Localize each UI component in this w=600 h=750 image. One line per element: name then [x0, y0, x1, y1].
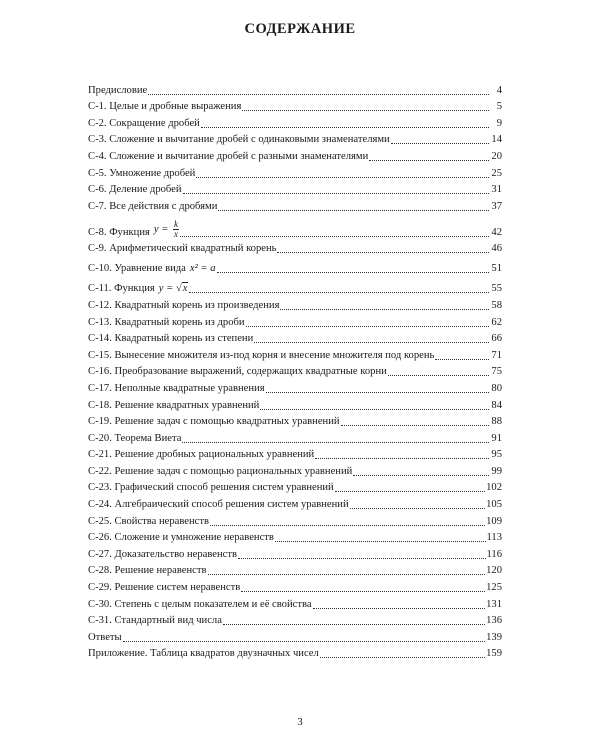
toc-entry	[88, 644, 502, 661]
dot-leader	[275, 540, 486, 542]
toc-entry-label: С-2. Сокращение дробей	[88, 117, 200, 129]
toc-entry-formula	[154, 220, 179, 239]
toc-entry-page: 4	[496, 84, 502, 96]
toc-entry-label: С-29. Решение систем неравенств	[88, 582, 241, 594]
toc-entry-label: С-15. Вынесение множителя из-под корня и внесение множителя под корень	[88, 349, 435, 361]
toc-entry-page: 14	[491, 134, 502, 146]
dot-leader	[266, 391, 489, 393]
toc-entry-page: 95	[491, 449, 502, 461]
toc-entry-page: 42	[491, 226, 502, 238]
formula-radicand: x	[182, 283, 188, 295]
dot-leader	[260, 408, 489, 410]
toc-entry	[88, 362, 502, 379]
toc-entry-page: 125	[486, 582, 502, 594]
dot-leader	[223, 623, 485, 625]
dot-leader	[201, 126, 489, 128]
dot-leader	[123, 640, 485, 642]
toc-entry-label: С-9. Арифметический квадратный корень	[88, 243, 277, 255]
toc-entry	[88, 180, 502, 197]
dot-leader	[353, 474, 489, 476]
dot-leader	[246, 325, 489, 327]
toc-entry-page: 62	[491, 316, 502, 328]
toc-entry	[88, 528, 502, 545]
toc-entry	[88, 461, 502, 478]
toc-entry-label: С-26. Сложение и умножение неравенств	[88, 532, 274, 544]
toc-entry-label: С-7. Все действия с дробями	[88, 200, 218, 212]
toc-entry-label: С-8. Функция	[88, 226, 150, 238]
dot-leader	[189, 291, 489, 293]
toc-entry-page: 109	[486, 515, 502, 527]
toc-entry-page: 75	[491, 366, 502, 378]
toc-entry-page: 131	[486, 598, 502, 610]
page-title: СОДЕРЖАНИЕ	[244, 21, 356, 37]
toc-entry	[88, 130, 502, 147]
dot-leader	[280, 308, 489, 310]
toc-entry-label: С-21. Решение дробных рациональных уравнений	[88, 449, 315, 461]
toc-entry-label: С-10. Уравнение вида	[88, 263, 186, 275]
dot-leader	[350, 507, 485, 509]
dot-leader	[183, 192, 489, 194]
toc-entry	[88, 146, 502, 163]
toc-entry	[88, 577, 502, 594]
toc-entry-page: 31	[491, 184, 502, 196]
dot-leader	[218, 209, 489, 211]
toc-entry-page: 84	[491, 399, 502, 411]
toc-entry-page: 71	[491, 349, 502, 361]
toc-entry-label: С-24. Алгебраический способ решения систем уравнений	[88, 499, 349, 511]
dot-leader	[388, 374, 489, 376]
dot-leader	[277, 251, 489, 253]
formula-fraction	[173, 220, 179, 239]
toc-entry-page: 105	[486, 499, 502, 511]
toc-entry	[88, 544, 502, 561]
toc-entry-page: 102	[486, 482, 502, 494]
toc-entry-label: С-18. Решение квадратных уравнений	[88, 399, 260, 411]
toc-entry-formula	[159, 283, 189, 295]
toc-entry-page: 116	[486, 548, 502, 560]
formula-text: y =	[153, 223, 172, 235]
toc-entry-label: С-16. Преобразование выражений, содержащих квадратные корни	[88, 366, 387, 378]
toc-entry-page: 37	[491, 200, 502, 212]
toc-entry	[88, 611, 502, 628]
toc-entry	[88, 412, 502, 429]
toc-entry-label: С-1. Целые и дробные выражения	[88, 101, 242, 113]
toc-entry	[88, 561, 502, 578]
toc-entry	[88, 378, 502, 395]
table-of-contents	[88, 80, 502, 660]
toc-entry	[88, 80, 502, 97]
toc-entry-label: С-30. Степень с целым показателем и её свойства	[88, 598, 312, 610]
toc-entry	[88, 478, 502, 495]
formula-text: x² = a	[189, 263, 216, 275]
toc-entry-label: С-28. Решение неравенств	[88, 565, 207, 577]
dot-leader	[182, 441, 489, 443]
toc-entry	[88, 295, 502, 312]
dot-leader	[148, 93, 489, 95]
toc-entry-page: 159	[486, 648, 502, 660]
toc-entry-page: 46	[491, 243, 502, 255]
toc-entry-label: С-22. Решение задач с помощью рациональных уравнений	[88, 465, 353, 477]
toc-entry	[88, 627, 502, 644]
toc-entry	[88, 239, 502, 256]
toc-entry	[88, 395, 502, 412]
fraction-numerator: k	[174, 218, 179, 229]
fraction-denominator: x	[174, 228, 179, 239]
toc-entry-page: 91	[491, 432, 502, 444]
dot-leader	[315, 457, 489, 459]
toc-entry-page: 9	[496, 117, 502, 129]
toc-entry	[88, 511, 502, 528]
toc-entry	[88, 428, 502, 445]
toc-entry-page: 88	[491, 416, 502, 428]
toc-entry	[88, 329, 502, 346]
formula-text: y = √	[158, 283, 182, 295]
toc-entry-label: С-14. Квадратный корень из степени	[88, 333, 254, 345]
toc-entry-label: Предисловие	[88, 84, 148, 96]
toc-entry	[88, 97, 502, 114]
toc-entry	[88, 275, 502, 295]
dot-leader	[320, 656, 485, 658]
toc-entry-page: 136	[486, 615, 502, 627]
toc-entry-label: С-23. Графический способ решения систем уравнений	[88, 482, 334, 494]
toc-entry-page: 66	[491, 333, 502, 345]
dot-leader	[196, 176, 489, 178]
dot-leader	[341, 424, 489, 426]
toc-entry-page: 113	[486, 532, 502, 544]
toc-entry-label: С-13. Квадратный корень из дроби	[88, 316, 245, 328]
toc-entry-label: С-27. Доказательство неравенств	[88, 548, 237, 560]
toc-entry-label: Приложение. Таблица квадратов двузначных чисел	[88, 648, 319, 660]
toc-entry-page: 5	[496, 101, 502, 113]
toc-entry-formula	[190, 263, 216, 275]
toc-entry-label: С-6. Деление дробей	[88, 184, 182, 196]
toc-entry	[88, 196, 502, 213]
toc-entry-page: 25	[491, 167, 502, 179]
dot-leader	[369, 159, 489, 161]
toc-entry-page: 80	[491, 382, 502, 394]
toc-entry-page: 20	[491, 150, 502, 162]
toc-entry	[88, 445, 502, 462]
dot-leader	[435, 358, 489, 360]
toc-entry	[88, 594, 502, 611]
page-number: 3	[297, 716, 303, 728]
toc-entry-label: С-4. Сложение и вычитание дробей с разными знаменателями	[88, 150, 369, 162]
toc-entry	[88, 255, 502, 275]
toc-entry-page: 51	[491, 263, 502, 275]
toc-entry	[88, 494, 502, 511]
dot-leader	[241, 590, 485, 592]
toc-entry-label: С-19. Решение задач с помощью квадратных уравнений	[88, 416, 340, 428]
toc-entry-label: С-3. Сложение и вычитание дробей с одинаковыми знаменателями	[88, 134, 390, 146]
toc-entry-page: 58	[491, 299, 502, 311]
dot-leader	[335, 490, 485, 492]
toc-entry-page: 99	[491, 465, 502, 477]
dot-leader	[254, 341, 489, 343]
toc-entry-label: С-20. Теорема Виета	[88, 432, 182, 444]
toc-entry-label: С-11. Функция	[88, 283, 155, 295]
toc-entry	[88, 345, 502, 362]
toc-entry-label: С-31. Стандартный вид числа	[88, 615, 222, 627]
toc-entry	[88, 163, 502, 180]
toc-entry	[88, 213, 502, 239]
toc-entry-page: 139	[486, 631, 502, 643]
dot-leader	[208, 573, 486, 575]
dot-leader	[313, 607, 486, 609]
toc-entry-page: 120	[486, 565, 502, 577]
dot-leader	[180, 235, 489, 237]
dot-leader	[238, 557, 486, 559]
toc-entry-label: Ответы	[88, 631, 122, 643]
toc-entry-label: С-17. Неполные квадратные уравнения	[88, 382, 265, 394]
dot-leader	[210, 524, 485, 526]
toc-entry-page: 55	[491, 283, 502, 295]
toc-entry	[88, 312, 502, 329]
toc-entry-label: С-5. Умножение дробей	[88, 167, 196, 179]
dot-leader	[391, 142, 489, 144]
dot-leader	[242, 109, 489, 111]
toc-entry	[88, 113, 502, 130]
toc-entry-label: С-25. Свойства неравенств	[88, 515, 210, 527]
toc-entry-label: С-12. Квадратный корень из произведения	[88, 299, 280, 311]
dot-leader	[217, 271, 489, 273]
